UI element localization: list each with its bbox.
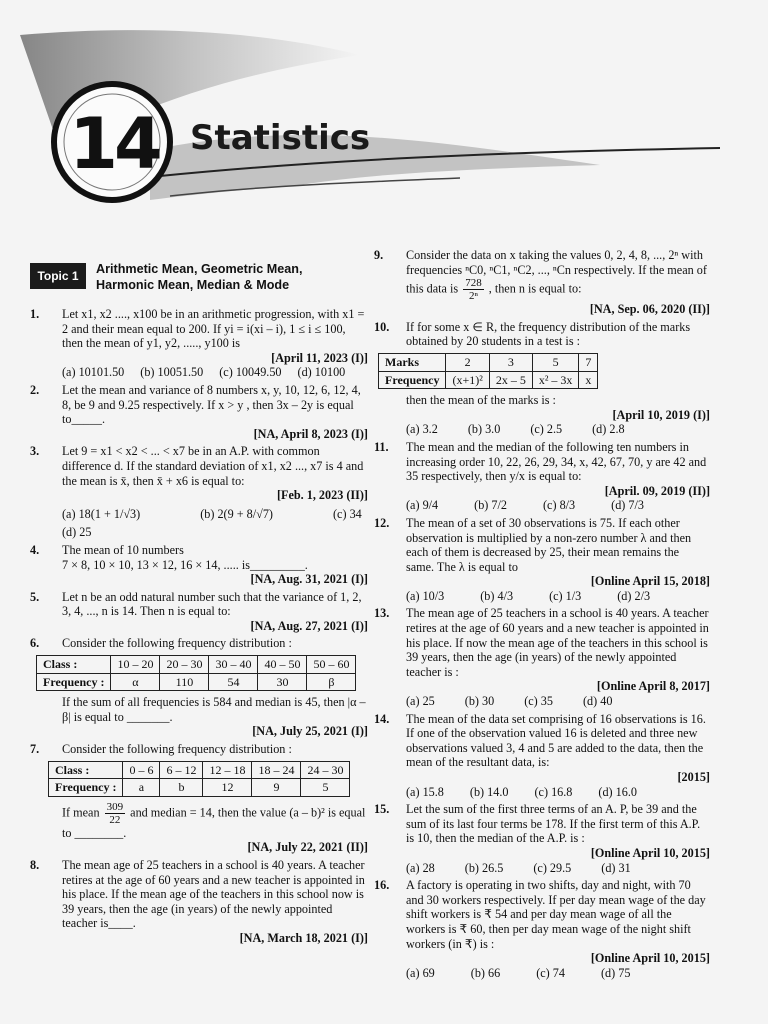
table-row (49, 779, 350, 797)
table-cell: x² – 3x (532, 371, 579, 389)
question-13 (374, 606, 710, 708)
question-text-2: 7 × 8, 10 × 10, 13 × 12, 16 × 14, ..... is_________. (62, 557, 308, 572)
topic-badge: Topic 1 (30, 263, 86, 289)
question-number: 5. (30, 589, 40, 604)
question-tag: [April 11, 2023 (I)] (271, 350, 368, 365)
question-tag: [NA, Aug. 31, 2021 (I)] (250, 572, 368, 587)
option-b: (b) 26.5 (464, 860, 504, 875)
option-d: (d) 10100 (297, 365, 346, 380)
table-cell: 18 – 24 (252, 761, 301, 779)
option-c: (c) 74 (536, 965, 565, 980)
option-c: (c) 2.5 (530, 422, 563, 437)
option-a: (a) 28 (406, 860, 435, 875)
table-row (37, 656, 356, 674)
question-3 (30, 444, 368, 540)
table-cell: Class : (37, 656, 111, 674)
options (406, 498, 710, 513)
question-text: The mean of 10 numbers (62, 542, 184, 557)
question-number: 14. (374, 711, 390, 726)
fraction-numerator: 728 (465, 277, 482, 290)
question-tag: [Online April 10, 2015] (590, 845, 710, 860)
table-cell: Frequency : (49, 779, 123, 797)
question-number: 16. (374, 878, 390, 893)
table-cell: 12 – 18 (203, 761, 252, 779)
option-a: (a) 9/4 (406, 498, 439, 513)
option-b: (b) 7/2 (474, 498, 507, 513)
question-tag: [NA, April 8, 2023 (I)] (253, 426, 368, 441)
option-a: (a) 18(1 + 1/√3) (62, 506, 141, 521)
option-d: (d) 25 (62, 525, 92, 540)
question-12 (374, 516, 710, 604)
option-c: (c) 1/3 (549, 588, 582, 603)
table-cell: 6 – 12 (160, 761, 203, 779)
table-cell: x (579, 371, 598, 389)
question-9 (374, 248, 710, 317)
question-number: 8. (30, 858, 40, 872)
table-cell: 10 – 20 (111, 656, 160, 674)
option-b: (b) 4/3 (480, 588, 514, 603)
table-cell: 54 (209, 673, 258, 691)
table-row (37, 673, 356, 691)
option-b: (b) 14.0 (469, 784, 509, 799)
options (62, 365, 368, 380)
chapter-title: Statistics (190, 118, 371, 158)
table-row (379, 353, 598, 371)
option-a: (a) 10101.50 (62, 365, 125, 380)
chapter-header (0, 0, 768, 240)
question-number: 15. (374, 802, 390, 817)
question-text: Let the mean and variance of 8 numbers x, y, 10, 12, 6, 12, 4, 8, be 9 and 9.25 respectively. If x > y , then 3x – 2y is equal to_____. (62, 382, 361, 427)
frequency-table (378, 353, 598, 389)
topic-heading (30, 255, 368, 301)
table-cell: β (307, 673, 356, 691)
left-column (30, 255, 368, 949)
question-number: 4. (30, 542, 40, 557)
table-cell: α (111, 673, 160, 691)
option-b: (b) 66 (470, 965, 501, 980)
fraction (463, 277, 484, 302)
options (406, 861, 710, 876)
question-number: 10. (374, 319, 390, 334)
question-10 (374, 320, 710, 437)
option-d: (d) 2/3 (617, 588, 651, 603)
table-cell: Class : (49, 761, 123, 779)
question-tag: [NA, Sep. 06, 2020 (II)] (589, 302, 710, 317)
question-7 (30, 742, 368, 855)
question-2 (30, 383, 368, 441)
table-cell: Marks (379, 353, 446, 371)
option-a: (a) 15.8 (406, 784, 444, 799)
question-text: If for some x ∈ R, the frequency distribution of the marks obtained by 20 students in a test is : (406, 319, 691, 349)
option-a: (a) 69 (406, 965, 435, 980)
question-4 (30, 543, 368, 587)
right-column (374, 248, 710, 983)
question-5 (30, 590, 368, 634)
question-number: 11. (374, 439, 389, 454)
options (406, 694, 710, 709)
table-cell: 110 (160, 673, 209, 691)
question-14 (374, 712, 710, 800)
question-number: 13. (374, 606, 390, 621)
topic-title: Arithmetic Mean, Geometric Mean, Harmonic Mean, Median & Mode (96, 262, 303, 292)
option-b: (b) 3.0 (467, 422, 501, 437)
question-11 (374, 440, 710, 513)
table-cell: 30 (258, 673, 307, 691)
options (62, 507, 368, 540)
table-cell: 9 (252, 779, 301, 797)
frequency-table (36, 655, 356, 691)
question-tag: [Online April 8, 2017] (596, 679, 710, 694)
question-number: 6. (30, 636, 40, 651)
question-tag: [NA, Aug. 27, 2021 (I)] (250, 618, 368, 633)
question-tag: [Online April 15, 2018] (590, 574, 710, 589)
question-number: 1. (30, 307, 40, 321)
option-d: (d) 40 (582, 694, 613, 709)
option-c: (c) 10049.50 (219, 365, 282, 380)
fraction-denominator: 22 (109, 813, 121, 826)
question-6 (30, 636, 368, 739)
table-cell: 3 (489, 353, 532, 371)
option-c: (c) 34 (333, 506, 362, 521)
question-text: Let n be an odd natural number such that the variance of 1, 2, 3, 4, ..., n is 14. Then n is equal to: (62, 589, 362, 619)
table-cell: 5 (301, 779, 350, 797)
table-cell: 50 – 60 (307, 656, 356, 674)
option-d: (d) 75 (600, 965, 631, 980)
option-b: (b) 10051.50 (140, 365, 204, 380)
fraction-numerator: 309 (106, 800, 124, 813)
option-c: (c) 35 (524, 694, 553, 709)
question-16 (374, 878, 710, 980)
table-cell: (x+1)² (446, 371, 489, 389)
options (406, 422, 710, 437)
question-text: Consider the following frequency distribution : (62, 636, 292, 651)
question-tag: [April. 09, 2019 (II)] (604, 483, 710, 498)
question-text-after: then the mean of the marks is : (406, 393, 556, 408)
question-text: The mean age of 25 teachers in a school is 40 years. A teacher retires at the age of 60 years and a new teacher is appointed in his place. If the mean age of the teachers in this school now is 39 years, then the age (in years) of the newly appointed teacher is____. (62, 858, 365, 931)
option-d: (d) 31 (601, 860, 631, 875)
question-text: Consider the data on x taking the values 0, 2, 4, 8, ..., 2ⁿ with frequencies ⁿC0, ⁿC1, ⁿC2, ..., ⁿCn respectively. If the mean of this data is (406, 248, 707, 296)
question-tag: [Online April 10, 2015] (590, 951, 710, 966)
option-a: (a) 3.2 (406, 422, 438, 437)
table-row (49, 761, 350, 779)
table-cell: 30 – 40 (209, 656, 258, 674)
table-row (379, 371, 598, 389)
options (406, 589, 710, 604)
option-c: (c) 8/3 (543, 498, 576, 513)
table-cell: b (160, 779, 203, 797)
question-text: The mean and the median of the following ten numbers in increasing order 10, 22, 26, 29, 34, x, 42, 67, 70, y are 42 and 35 respectively, then y/x is equal to: (406, 439, 707, 484)
options (406, 966, 710, 981)
option-c: (c) 29.5 (533, 860, 572, 875)
options (406, 785, 710, 800)
question-8 (30, 858, 368, 946)
table-cell: 5 (532, 353, 579, 371)
table-cell: 2 (446, 353, 489, 371)
frequency-table (48, 761, 350, 797)
table-cell: Frequency : (37, 673, 111, 691)
question-number: 2. (30, 382, 40, 397)
table-cell: 0 – 6 (123, 761, 160, 779)
question-tag: [Feb. 1, 2023 (II)] (276, 488, 368, 503)
question-text: A factory is operating in two shifts, day and night, with 70 and 30 workers respectively. If per day mean wage of the day shift workers is ₹ 54 and per day mean wage of all the workers is ₹ 60, then per day mean wage of the night shift workers (in ₹) is : (406, 878, 706, 951)
question-tag: [2015] (677, 770, 710, 784)
option-d: (d) 7/3 (611, 498, 644, 513)
table-cell: 7 (579, 353, 598, 371)
table-cell: Frequency (379, 371, 446, 389)
question-tag: [NA, July 22, 2021 (II)] (247, 840, 368, 855)
option-b: (b) 2(9 + 8/√7) (200, 506, 273, 521)
question-15 (374, 802, 710, 875)
table-cell: 24 – 30 (301, 761, 350, 779)
question-text-pre: If mean (62, 805, 100, 820)
option-b: (b) 30 (464, 694, 495, 709)
question-number: 12. (374, 515, 390, 530)
option-d: (d) 2.8 (592, 422, 625, 437)
question-text-post: and median = 14, then the value (a – b)² is equal to ________. (62, 805, 366, 840)
question-text: The mean of the data set comprising of 16 observations is 16. If one of the observation valued 16 is deleted and three new observations valued 3, 4 and 5 are added to the data, then the mean of the resultant data, is: (406, 711, 706, 770)
question-text: Consider the following frequency distribution : (62, 742, 292, 757)
question-text-after: If the sum of all frequencies is 584 and median is 45, then |α – β| is equal to _______. (62, 695, 366, 724)
question-tag: [NA, July 25, 2021 (I)] (252, 724, 368, 739)
question-tag: [April 10, 2019 (I)] (612, 407, 710, 422)
question-number: 7. (30, 742, 40, 757)
question-1 (30, 307, 368, 380)
option-a: (a) 25 (406, 694, 435, 709)
fraction-denominator: 2ⁿ (468, 290, 478, 303)
table-cell: a (123, 779, 160, 797)
fraction (105, 801, 126, 826)
question-text: The mean age of 25 teachers in a school is 40 years. A teacher retires at the age of 60 years and a new teacher is appointed in his place. If now the mean age of the teachers in this school is 39 years, then the age (in years) of the newly appointed teacher is : (406, 606, 709, 679)
question-text: Let 9 = x1 < x2 < ... < x7 be in an A.P. with common difference d. If the standard deviation of x1, x2 ..., x7 is 4 and the mean is x̄, then x̄ + x6 is equal to: (62, 444, 364, 488)
question-number: 9. (374, 248, 384, 262)
question-text: The mean of a set of 30 observations is 75. If each other observation is multiplied by a non-zero number λ and then each of them is decreased by 25, their mean remains the same. The λ is equal to (406, 515, 692, 574)
question-tag: [NA, March 18, 2021 (I)] (239, 930, 368, 945)
question-text: Let the sum of the first three terms of an A. P, be 39 and the sum of its last four terms be 178. If the first term of this A.P. is 10, then the median of the A.P. is : (406, 802, 701, 846)
option-c: (c) 16.8 (534, 784, 573, 799)
table-cell: 2x – 5 (489, 371, 532, 389)
chapter-number: 14 (69, 103, 159, 185)
option-d: (d) 16.0 (598, 784, 637, 799)
table-cell: 12 (203, 779, 252, 797)
option-a: (a) 10/3 (406, 588, 445, 603)
question-number: 3. (30, 444, 40, 459)
question-text-post: , then n is equal to: (488, 281, 582, 296)
question-text: Let x1, x2 ...., x100 be in an arithmetic progression, with x1 = 2 and their mean equal to 200. If yi = i(xi – i), 1 ≤ i ≤ 100, then the mean of y1, y2, ....., y100 is (62, 307, 365, 351)
table-cell: 40 – 50 (258, 656, 307, 674)
table-cell: 20 – 30 (160, 656, 209, 674)
